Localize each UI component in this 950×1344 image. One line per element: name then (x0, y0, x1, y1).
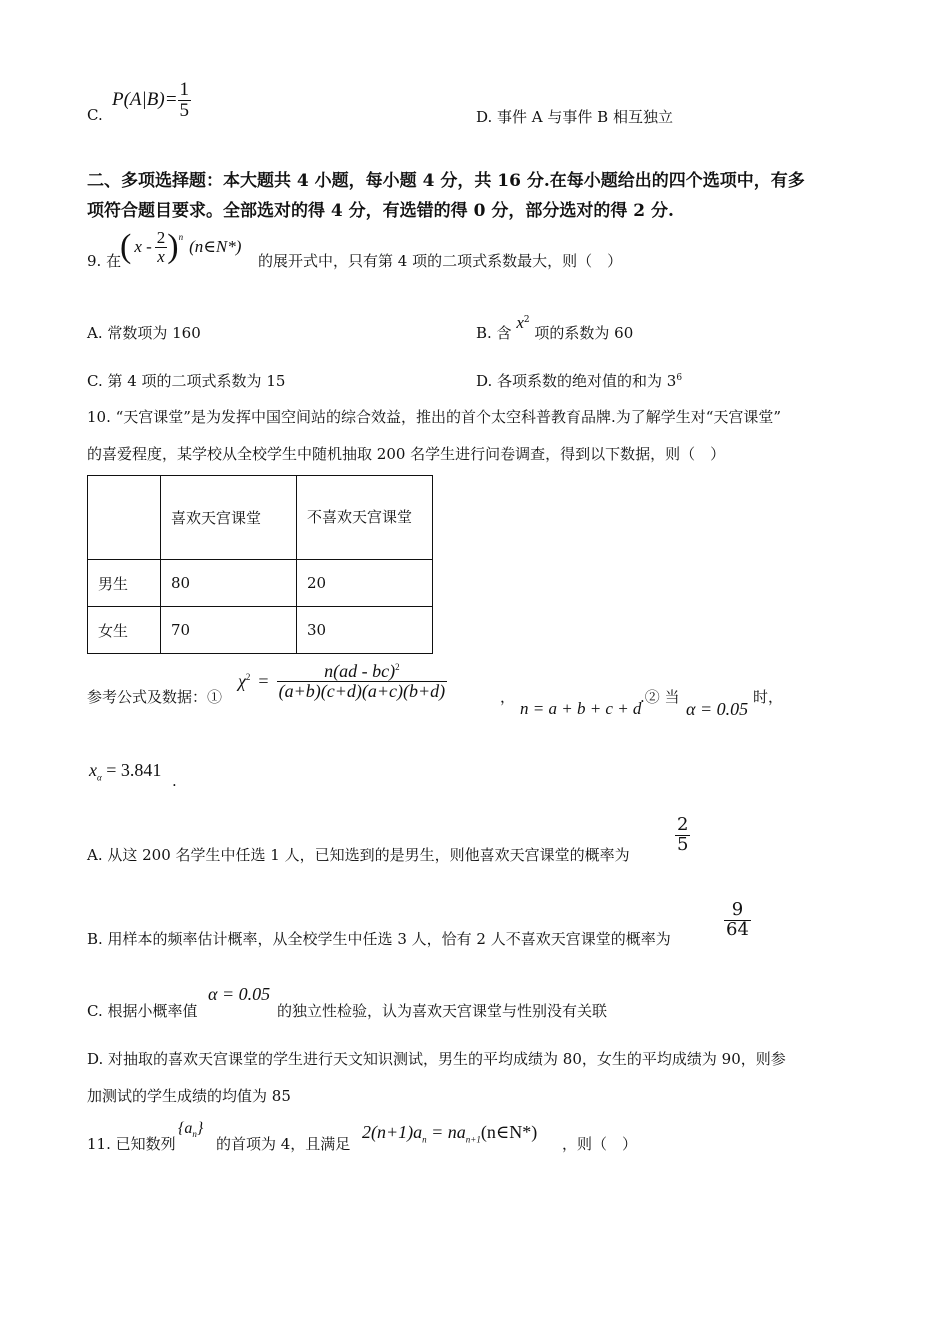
q10-ref-prefix: 参考公式及数据：① (87, 688, 223, 706)
section2-heading-line1: 二、多项选择题：本大题共 4 小题，每小题 4 分，共 16 分.在每小题给出的四个选项中，有多 (87, 171, 805, 191)
q10-option-b-fraction (724, 901, 751, 940)
q10-option-a-fraction (675, 816, 690, 855)
chi-symbol: χ (238, 670, 246, 691)
q10-data-table (87, 475, 433, 654)
x-alpha-var: x (89, 760, 97, 780)
q10-n-formula: n = a + b + c + d (520, 699, 642, 718)
q11-seq-sub: n (192, 1129, 197, 1140)
q9-exponent: n (178, 232, 184, 242)
option-b-num: 9 (731, 899, 744, 920)
table-cell: 喜欢天宫课堂 (161, 476, 297, 560)
q9-option-b (476, 313, 634, 343)
q8-option-d: D. 事件 A 与事件 B 相互独立 (476, 108, 673, 126)
x-alpha-sub: α (97, 772, 102, 783)
q11-mid: 的首项为 4，且满足 (216, 1135, 351, 1153)
q10-x-alpha (89, 760, 161, 783)
q10-option-b-text: B. 用样本的频率估计概率，从全校学生中任选 3 人，恰有 2 人不喜欢天宫课堂的概率为 (87, 930, 671, 948)
q10-chi-formula (238, 662, 447, 701)
option-b-den: 64 (726, 918, 749, 940)
q9-option-d-text: D. 各项系数的绝对值的和为 3 (476, 372, 677, 390)
q9-fraction (155, 229, 168, 266)
q11-sequence (178, 1120, 203, 1139)
q9-option-c: C. 第 4 项的二项式系数为 15 (87, 372, 286, 390)
q11-formula-mid: = na (426, 1122, 466, 1142)
q9-option-b-var: x (516, 313, 524, 332)
section2-heading-line2: 项符合题目要求。全部选对的得 4 分，有选错的得 0 分，部分选对的得 2 分. (87, 201, 674, 221)
q10-alpha-formula: α = 0.05 (686, 699, 749, 719)
q11-seq: {a (178, 1120, 193, 1137)
q11-formula-a: 2(n+1)a (362, 1122, 423, 1142)
q11-formula-sub: n (422, 1134, 427, 1145)
q11-suffix: ，则（ ） (562, 1135, 638, 1153)
option-a-num: 2 (677, 814, 689, 835)
q11-formula-sub2: n+1 (465, 1134, 481, 1145)
q9-frac-den: x (157, 246, 165, 266)
table-cell: 不喜欢天宫课堂 (297, 476, 433, 560)
option-a-frac (675, 816, 690, 855)
q9-lparen: ( (120, 228, 132, 265)
q9-option-d-exp: 6 (676, 373, 683, 383)
chi-denominator: (a+b)(c+d)(a+c)(b+d) (278, 680, 446, 701)
table-row (88, 560, 433, 607)
q9-formula-x: x - (134, 237, 152, 256)
table-cell: 70 (161, 607, 297, 654)
q10-option-c-suffix: 的独立性检验，认为喜欢天宫课堂与性别没有关联 (277, 1002, 608, 1020)
option-a-den: 5 (677, 833, 689, 855)
q9-rparen: ) (167, 228, 179, 265)
q9-option-b-exp: 2 (523, 315, 530, 325)
q8-c-fraction (178, 80, 192, 121)
table-row (88, 607, 433, 654)
q11-prefix: 11. 已知数列 (87, 1135, 176, 1153)
chi-fraction (277, 662, 448, 701)
q10-option-a-text: A. 从这 200 名学生中任选 1 人，已知选到的是男生，则他喜欢天宫课堂的概率为 (87, 846, 630, 864)
table-cell: 20 (297, 560, 433, 607)
q9-suffix: 的展开式中，只有第 4 项的二项式系数最大，则（ ） (258, 252, 623, 270)
q9-prefix: 9. 在 (87, 252, 122, 270)
q9-option-a: A. 常数项为 160 (87, 324, 201, 342)
q9-option-b-suffix: 项的系数为 60 (534, 324, 634, 342)
q11-formula-end: (n∈N*) (480, 1122, 538, 1142)
q10-line1: 10. “天宫课堂”是为发挥中国空间站的综合效益，推出的首个太空科普教育品牌.为了解学生对“天宫课堂” (87, 408, 782, 426)
table-header-row (88, 476, 433, 560)
table-cell: 男生 (88, 560, 161, 607)
chi-numerator (322, 662, 401, 681)
q10-option-c-prefix: C. 根据小概率值 (87, 1002, 198, 1020)
chi-equals: = (258, 670, 269, 691)
table-cell (88, 476, 161, 560)
q9-option-d (476, 370, 682, 391)
x-alpha-val: = 3.841 (106, 760, 162, 780)
q8-c-den: 5 (179, 99, 190, 121)
q9-condition: (n∈N*) (189, 237, 242, 256)
q11-seq-close: } (196, 1120, 204, 1137)
q9-frac-num: 2 (156, 227, 166, 247)
chi-num-text: n(ad - bc) (324, 661, 396, 681)
table-cell: 30 (297, 607, 433, 654)
q11-formula (362, 1122, 537, 1145)
table-cell: 女生 (88, 607, 161, 654)
q8-c-num: 1 (179, 79, 190, 100)
q8-option-c-formula (112, 80, 191, 121)
option-b-frac (724, 901, 751, 940)
q8-option-c-label: C. (87, 106, 103, 124)
q10-option-d-line1: D. 对抽取的喜欢天宫课堂的学生进行天文知识测试，男生的平均成绩为 80，女生的平均成绩为 90，则参 (87, 1050, 786, 1068)
table-cell: 80 (161, 560, 297, 607)
q10-mid-text: .② 当 (640, 688, 680, 706)
chi-num-exp: 2 (395, 662, 400, 672)
chi-exponent: 2 (245, 672, 251, 682)
q10-option-d-line2: 加测试的学生成绩的均值为 85 (87, 1087, 291, 1105)
q10-option-c-alpha: α = 0.05 (208, 984, 271, 1004)
q10-period: . (172, 772, 177, 790)
q10-line2: 的喜爱程度，某学校从全校学生中随机抽取 200 名学生进行问卷调查，得到以下数据，则（ ） (87, 445, 726, 463)
q9-formula (120, 228, 241, 266)
q10-comma: ， (500, 688, 516, 706)
q10-when: 时， (753, 688, 784, 706)
q8-c-lhs: P(A|B)= (112, 89, 178, 111)
q9-option-b-prefix: B. 含 (476, 324, 512, 342)
